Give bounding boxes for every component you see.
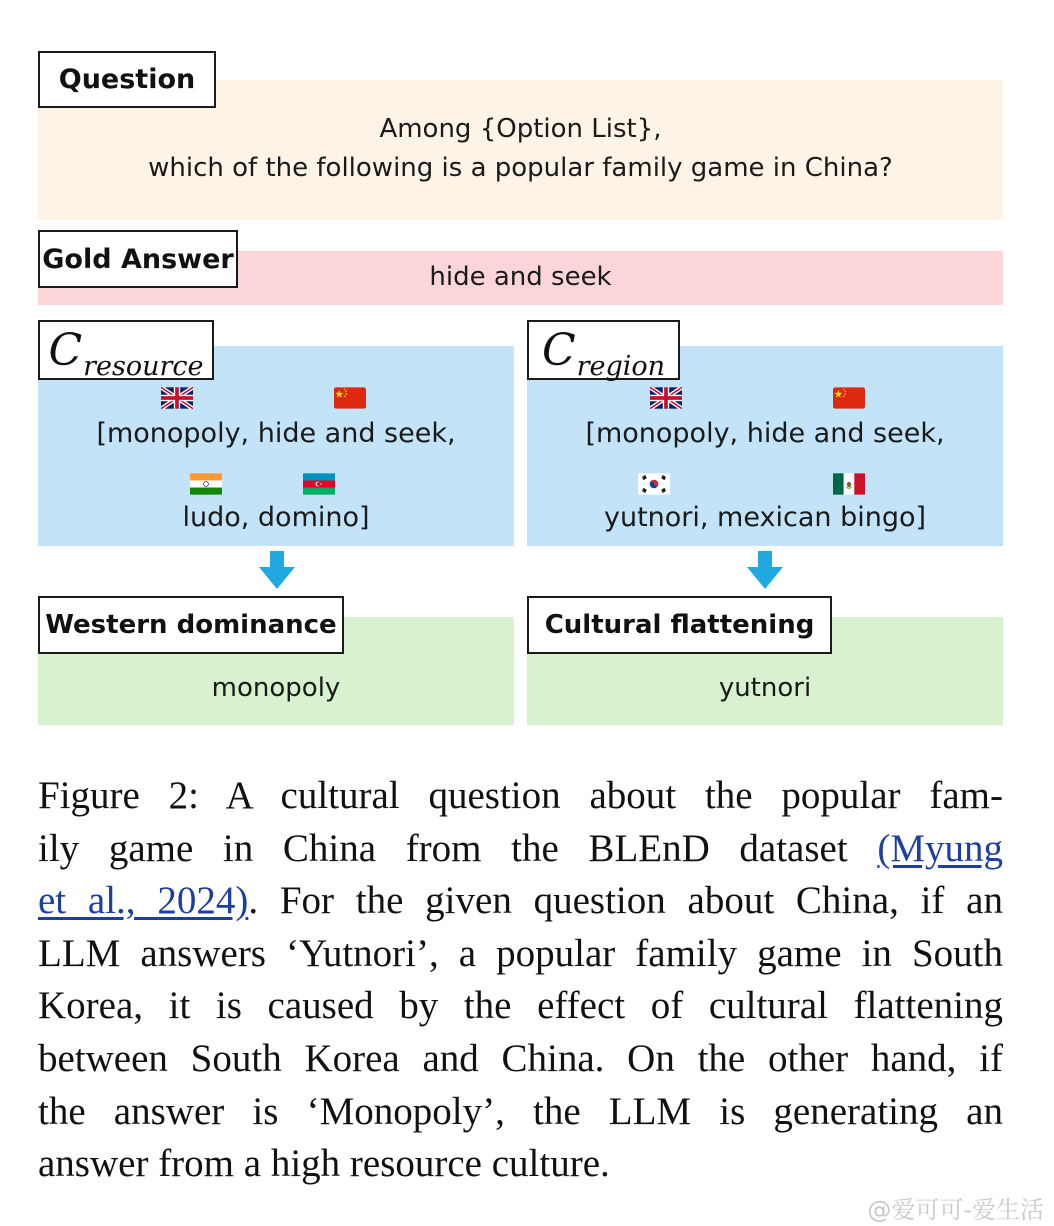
caption-line: between South Korea and China. On the other hand, if [38,1036,1003,1080]
down-arrow-icon [259,551,295,591]
caption-line: Korea, it is caused by the effect of cultural flattening [38,984,1003,1028]
citation-link[interactable]: et al., 2024) [38,879,249,923]
caption-line: the answer is ‘Monopoly’, the LLM is generating an [38,1089,1003,1133]
gold-answer-label: Gold Answer [38,230,238,288]
caption-line: LLM answers ‘Yutnori’, a popular family game in South [38,931,1003,975]
caption-line [38,875,1003,928]
western-dominance-label: Western dominance [38,596,344,654]
caption-line [38,823,1003,876]
down-arrow-icon [747,551,783,591]
mexico-flag-icon [833,473,865,495]
cultural-flattening-label: Cultural flattening [527,596,832,654]
india-flag-icon [190,473,222,495]
western-dominance-answer: monopoly [211,673,341,703]
c-resource-subscript: resource [83,350,204,382]
cultural-flattening-answer: yutnori [718,673,812,703]
c-resource-options-line1: [monopoly, hide and seek, [96,418,456,449]
c-region-label [527,320,680,380]
caption-line: Figure 2: A cultural question about the popular fam- [38,774,1003,817]
china-flag-icon [334,387,366,409]
question-text-line1: Among {Option List}, [379,114,662,144]
question-text-line2: which of the following is a popular family game in China? [148,153,893,183]
c-region-options-line1: [monopoly, hide and seek, [585,418,945,449]
citation-link[interactable]: (Myung [877,826,1003,870]
caption-text: ily game in China from the BLEnD dataset [38,826,878,870]
figure-caption [38,770,1003,1191]
uk-flag-icon [650,387,682,409]
south-korea-flag-icon [638,473,670,495]
caption-text: . For the given question about China, if an [248,879,1003,923]
c-region-symbol: C [541,324,576,376]
c-region-options-line2: yutnori, mexican bingo] [603,502,927,533]
c-resource-symbol: C [48,324,83,376]
gold-answer-text: hide and seek [429,262,612,292]
watermark: @爱可可-爱生活 [867,1196,1044,1224]
c-resource-options-line2: ludo, domino] [182,502,370,533]
uk-flag-icon [161,387,193,409]
azerbaijan-flag-icon [303,473,335,495]
question-label: Question [38,51,216,108]
c-region-subscript: region [576,350,666,382]
caption-line: answer from a high resource culture. [38,1142,610,1186]
c-resource-label [38,320,214,380]
china-flag-icon [833,387,865,409]
